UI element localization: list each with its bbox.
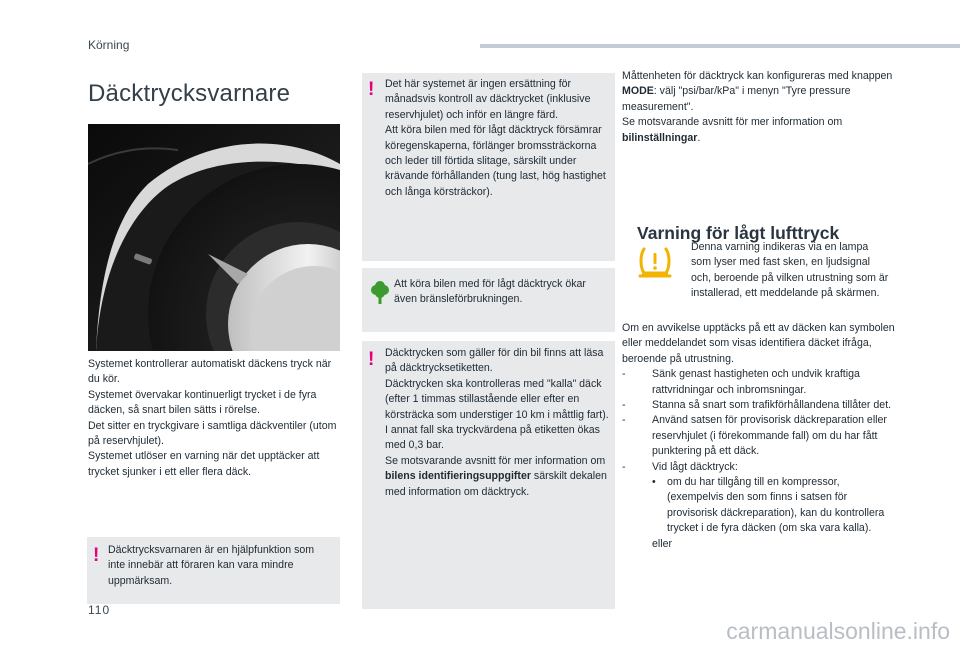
exclamation-warning-icon: !	[93, 545, 100, 566]
trailing-text: eller	[652, 537, 673, 550]
section-label: Körning	[88, 38, 130, 52]
note-box-assist	[87, 537, 340, 604]
warning-box-system	[362, 73, 615, 261]
warning-text: Att köra bilen med för lågt däcktryck försämrar köregenskaperna, förlänger bromssträckorna och leder till förtida slitage, särskilt under krävande förhållanden (tung last, hög hastighet och långa körsträckor).	[385, 124, 606, 198]
lamp-description	[691, 240, 891, 302]
tyre-pressure-warning-lamp-icon	[637, 245, 673, 279]
list-item: - Stanna så snart som trafikförhållandena tillåter det.	[622, 399, 892, 412]
main-text: Om en avvikelse upptäcks på ett av däcken kan symbolen eller meddelandet som visas identifiera däcket ifråga, beroende på utrustning.	[622, 322, 895, 365]
eco-box	[362, 268, 615, 332]
col1-line: Systemet utlöser en varning när det upptäcker att trycket sjunker i ett eller flera däck.	[88, 450, 320, 478]
eco-text: Att köra bilen med för lågt däcktryck ökar även bränsleförbrukningen.	[394, 278, 586, 306]
warning-box-pressures	[362, 341, 615, 609]
list-item: - Använd satsen för provisorisk däckreparation eller reservhjulet (i förekommande fall) om du har fått punktering på ett däck.	[622, 414, 887, 458]
intro-text: Måttenheten för däcktryck kan konfigureras med knappen MODE: välj "psi/bar/kPa" i menyn "Tyre pressure measurement".	[622, 70, 893, 113]
warning-text: Det här systemet är ingen ersättning för månadsvis kontroll av däcktrycket (inklusive reservhjulet) och inför en längre färd.	[385, 78, 591, 121]
page-title: Däcktrycksvarnare	[88, 80, 291, 108]
list-item: - Vid lågt däcktryck:	[622, 460, 738, 473]
wheel-photo	[88, 124, 340, 351]
warning-text: Se motsvarande avsnitt för mer information om bilens identifieringsuppgifter särskilt dekalen med information om däcktryck.	[385, 454, 607, 498]
watermark: carmanualsonline.info	[726, 618, 950, 644]
exclamation-warning-icon: !	[368, 79, 375, 100]
mode-key: MODE	[622, 85, 654, 98]
col1-line: Systemet övervakar kontinuerligt trycket i de fyra däcken, så snart bilen sätts i rörelse.	[88, 388, 317, 417]
subheading: Varning för lågt lufttryck	[637, 222, 840, 243]
list-item: - Sänk genast hastigheten och undvik kraftiga rattvridningar och inbromsningar.	[622, 368, 860, 396]
lamp-text: Denna varning indikeras via en lampa som lyser med fast sken, en ljudsignal och, beroende på vilken utrustning som är installerad, ett meddelande på skärmen.	[691, 241, 889, 300]
column3-main	[622, 321, 897, 552]
exclamation-warning-icon: !	[368, 349, 375, 370]
bold-ref: bilens identifieringsuppgifter	[385, 470, 531, 483]
col1-line: Systemet kontrollerar automatiskt däckens tryck när du kör.	[88, 358, 332, 386]
ref-text: Se motsvarande avsnitt för mer information om bilinställningar.	[622, 116, 843, 144]
top-rule	[480, 44, 960, 48]
warning-text: Däcktrycken som gäller för din bil finns att läsa på däcktrycksetiketten.	[385, 347, 604, 375]
note-text: Däcktrycksvarnaren är en hjälpfunktion som inte innebär att föraren kan vara mindre uppmärksam.	[108, 544, 315, 587]
column1-text	[88, 357, 338, 480]
col1-line: Det sitter en tryckgivare i samtliga däckventiler (utom på reservhjulet).	[88, 419, 337, 448]
eco-tree-icon	[370, 281, 390, 305]
action-list	[622, 367, 897, 536]
warning-text: Däcktrycken ska kontrolleras med "kalla" däck (efter 1 timmas stillastående eller efter en körsträcka som understiger 10 km i måttlig fart). I annat fall ska tryckvärdena på etiketten ökas med 0,3 bar.	[385, 377, 609, 452]
page-number: 110	[88, 603, 111, 617]
column3-intro	[622, 69, 897, 146]
list-item: • om du har tillgång till en kompressor, (exempelvis den som finns i satsen för provisorisk däckreparation), kan du kontrollera trycket i de fyra däcken (om ska vara kalla).	[652, 476, 885, 535]
bold-ref: bilinställningar	[622, 131, 698, 144]
